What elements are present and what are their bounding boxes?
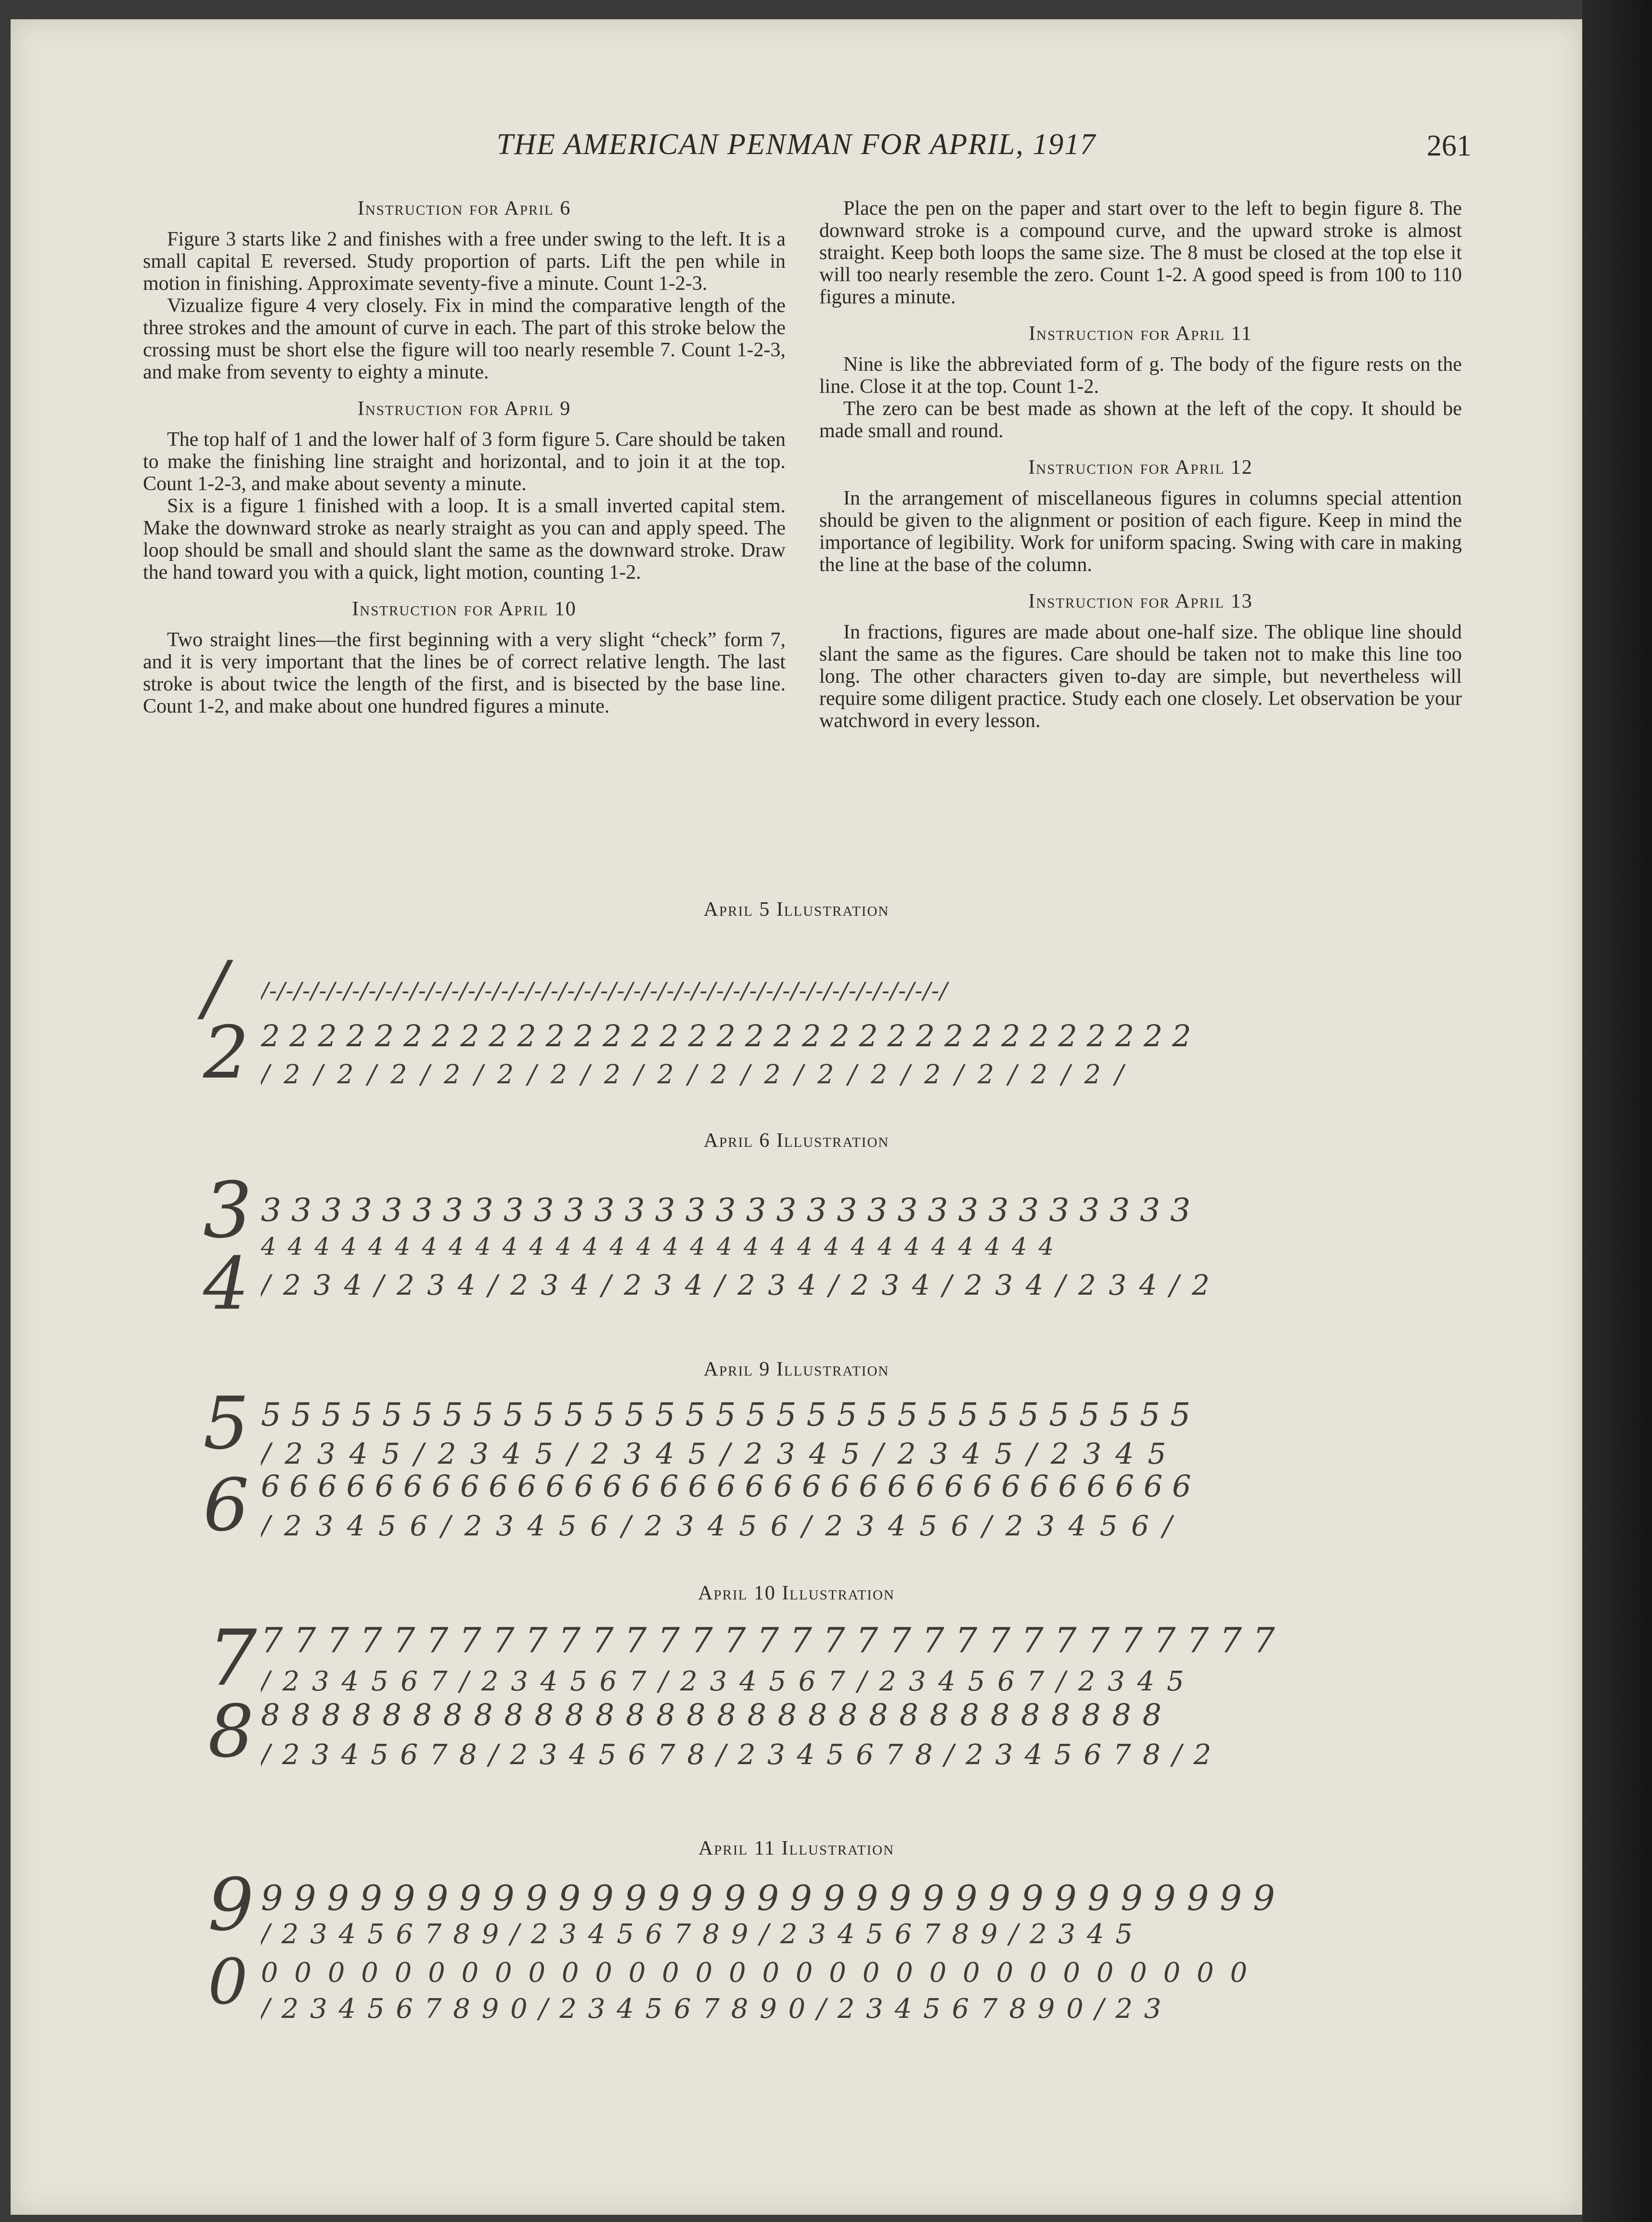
illustration-heading-april-6: April 6 Illustration: [703, 1130, 890, 1152]
model-figure-0: 0: [208, 1945, 248, 2018]
practice-line-sixes: 6 6 6 6 6 6 6 6 6 6 6 6 6 6 6 6 6 6 6 6 6 6 6 6 6 6 6 6 6 6 6 6 6: [261, 1468, 1191, 1504]
practice-line-counting: / 2 / 2 / 2 / 2 / 2 / 2 / 2 / 2 / 2 / 2 / 2 / 2 / 2 / 2 / 2 / 2 /: [261, 1059, 1127, 1090]
paragraph: Six is a figure 1 finished with a loop. It is a small inverted capital stem. Make the downward stroke as nearly straight as you can and apply speed. The loop should be small and should slant the same as the downward stroke. Draw the hand toward you with a quick, light motion, counting 1-2.: [143, 495, 786, 584]
model-figure-1: /: [203, 946, 228, 1030]
model-figure-2: 2: [203, 1011, 249, 1095]
paragraph: Nine is like the abbreviated form of g. The body of the figure rests on the line. Close it at the top. Count 1-2.: [819, 353, 1462, 398]
section-heading-april-12: Instruction for April 12: [1028, 456, 1253, 479]
practice-line-twos: 2 2 2 2 2 2 2 2 2 2 2 2 2 2 2 2 2 2 2 2 2 2 2 2 2 2 2 2 2 2 2 2 2: [261, 1018, 1191, 1053]
paragraph: Two straight lines—the first beginning with a very slight “check” form 7, and it is very important that the lines be of correct relative length. The last stroke is about twice the length of the first, and is bisected by the base line. Count 1-2, and make about one hundred figures a minute.: [143, 629, 786, 717]
paragraph: Figure 3 starts like 2 and finishes with a free under swing to the left. It is a small capital E reversed. Study proportion of parts. Lift the pen while in motion in finishing. Approximate seventy-five a minute. Count 1-2-3.: [143, 228, 786, 295]
practice-line-counting: / 2 3 4 5 6 / 2 3 4 5 6 / 2 3 4 5 6 / 2 3 4 5 6 / 2 3 4 5 6 /: [261, 1509, 1174, 1542]
practice-line-nines: 9 9 9 9 9 9 9 9 9 9 9 9 9 9 9 9 9 9 9 9 9 9 9 9 9 9 9 9 9 9 9: [261, 1878, 1275, 1918]
practice-line-ones: /-/-/-/-/-/-/-/-/-/-/-/-/-/-/-/-/-/-/-/-/-/-/-/-/-/-/-/-/-/-/-/-/-/-/-/-/-/-/-/-/-/: [261, 977, 948, 1004]
practice-line-counting: / 2 3 4 5 6 7 8 9 0 / 2 3 4 5 6 7 8 9 0 / 2 3 4 5 6 7 8 9 0 / 2 3: [261, 1993, 1163, 2025]
book-binding-edge: [1582, 0, 1652, 2222]
section-heading-april-10: Instruction for April 10: [352, 598, 577, 620]
paragraph: Vizualize figure 4 very closely. Fix in mind the comparative length of the three strokes and the amount of curve in each. The part of this stroke below the crossing must be short else the figure will too nearly resemble 7. Count 1-2-3, and make from seventy to eighty a minute.: [143, 295, 786, 383]
model-figure-6: 6: [203, 1464, 249, 1547]
paragraph: In the arrangement of miscellaneous figures in columns special attention should be given to the alignment or position of each figure. Keep in mind the importance of legibility. Work for uniform spacing. Swing with care in making the line at the base of the column.: [819, 487, 1462, 576]
practice-line-fives: 5 5 5 5 5 5 5 5 5 5 5 5 5 5 5 5 5 5 5 5 5 5 5 5 5 5 5 5 5 5 5: [261, 1396, 1191, 1433]
model-figure-5: 5: [203, 1382, 249, 1466]
section-heading-april-6: Instruction for April 6: [357, 197, 571, 220]
practice-line-eights: 8 8 8 8 8 8 8 8 8 8 8 8 8 8 8 8 8 8 8 8 8 8 8 8 8 8 8 8 8 8: [261, 1697, 1162, 1732]
section-heading-april-9: Instruction for April 9: [357, 398, 571, 420]
paragraph: In fractions, figures are made about one-half size. The oblique line should slant the same as the figures. Care should be taken not to make this line too long. The other characters given to-day are simple, but nevertheless will require some diligent practice. Study each one closely. Let observation be your watchword in every lesson.: [819, 621, 1462, 732]
model-figure-3: 3: [203, 1165, 252, 1255]
practice-line-zeros: 0 0 0 0 0 0 0 0 0 0 0 0 0 0 0 0 0 0 0 0 0 0 0 0 0 0 0 0 0 0: [261, 1957, 1252, 1988]
practice-line-counting: / 2 3 4 5 6 7 8 9 / 2 3 4 5 6 7 8 9 / 2 3 4 5 6 7 8 9 / 2 3 4 5: [261, 1919, 1134, 1950]
paragraph: The top half of 1 and the lower half of 3 form figure 5. Care should be taken to make the finishing line straight and horizontal, and to join it at the top. Count 1-2-3, and make about seventy a minute.: [143, 429, 786, 495]
section-heading-april-13: Instruction for April 13: [1028, 590, 1253, 612]
model-figure-9: 9: [208, 1863, 254, 1947]
left-column: [143, 197, 786, 717]
running-header: THE AMERICAN PENMAN FOR APRIL, 1917: [496, 128, 1097, 161]
paragraph: The zero can be best made as shown at the left of the copy. It should be made small and round.: [819, 398, 1462, 442]
practice-line-counting: / 2 3 4 5 6 7 8 / 2 3 4 5 6 7 8 / 2 3 4 5 6 7 8 / 2 3 4 5 6 7 8 / 2: [261, 1738, 1213, 1771]
practice-line-counting: / 2 3 4 5 6 7 / 2 3 4 5 6 7 / 2 3 4 5 6 7 / 2 3 4 5 6 7 / 2 3 4 5: [261, 1666, 1186, 1697]
illustration-heading-april-11: April 11 Illustration: [698, 1837, 895, 1859]
illustration-heading-april-9: April 9 Illustration: [703, 1358, 890, 1380]
right-column: [819, 197, 1462, 732]
document-page: [11, 19, 1582, 2215]
practice-line-sevens: 7 7 7 7 7 7 7 7 7 7 7 7 7 7 7 7 7 7 7 7 7 7 7 7 7 7 7 7 7 7 7: [261, 1620, 1275, 1661]
model-figure-8: 8: [208, 1690, 254, 1774]
practice-line-fours: 4 4 4 4 4 4 4 4 4 4 4 4 4 4 4 4 4 4 4 4 4 4 4 4 4 4 4 4 4 4: [261, 1233, 1056, 1260]
practice-line-counting: / 2 3 4 / 2 3 4 / 2 3 4 / 2 3 4 / 2 3 4 / 2 3 4 / 2 3 4 / 2 3 4 / 2: [261, 1269, 1212, 1301]
paragraph: Place the pen on the paper and start over to the left to begin figure 8. The downward stroke is a compound curve, and the upward stroke is almost straight. Keep both loops the same size. The 8 must be closed at the top else it will too nearly resemble the zero. Count 1-2. A good speed is from 100 to 110 figures a minute.: [819, 197, 1462, 308]
section-heading-april-11: Instruction for April 11: [1029, 323, 1252, 345]
practice-line-counting: / 2 3 4 5 / 2 3 4 5 / 2 3 4 5 / 2 3 4 5 / 2 3 4 5 / 2 3 4 5: [261, 1437, 1169, 1471]
model-figure-7: 7: [208, 1613, 257, 1703]
illustration-heading-april-5: April 5 Illustration: [703, 898, 890, 921]
model-figure-4: 4: [203, 1242, 249, 1326]
page-number: 261: [1427, 130, 1471, 162]
illustration-heading-april-10: April 10 Illustration: [698, 1582, 895, 1604]
practice-line-threes: 3 3 3 3 3 3 3 3 3 3 3 3 3 3 3 3 3 3 3 3 3 3 3 3 3 3 3 3 3 3 3: [261, 1192, 1191, 1229]
